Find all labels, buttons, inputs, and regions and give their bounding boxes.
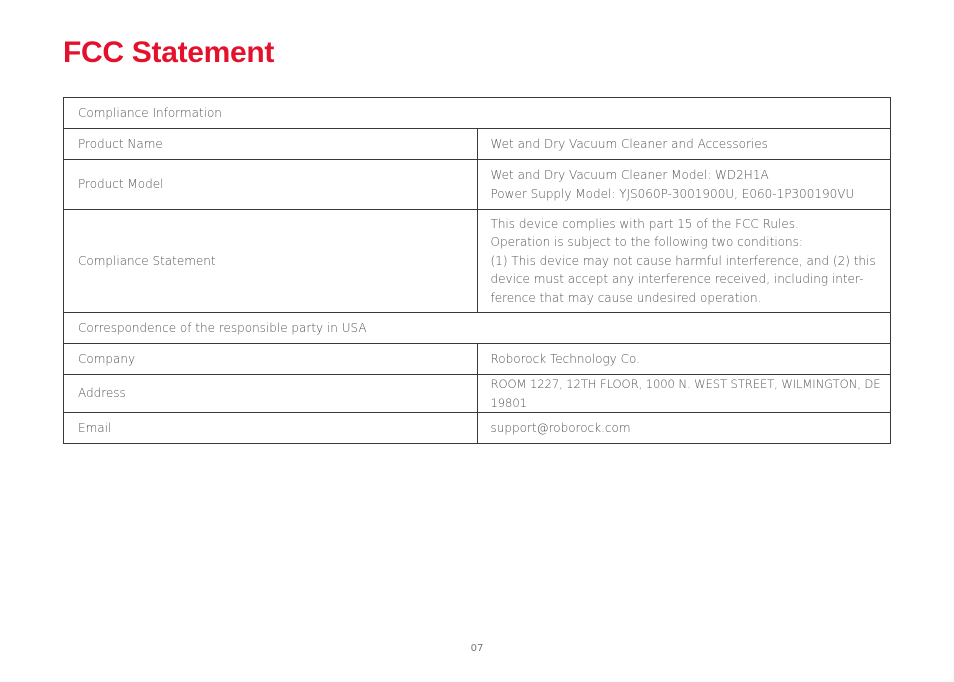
page-number: 07 — [470, 643, 484, 654]
compliance-statement-value: This device complies with part 15 of the FCC Rules. Operation is subject to the following two conditions: (1) This device may not cause harmful interference, and (2) this device must accept any interference received, including inter-ference that may cause undesired operation. — [477, 210, 891, 313]
email-value: support@roborock.com — [477, 413, 891, 444]
table-section-header-row — [64, 313, 891, 344]
product-name-label: Product Name — [64, 129, 478, 160]
compliance-statement-label: Compliance Statement — [64, 210, 478, 313]
address-label: Address — [64, 375, 478, 413]
product-model-value: Wet and Dry Vacuum Cleaner Model: WD2H1A Power Supply Model: YJS060P-3001900U, E060-1P300190VU — [477, 160, 891, 210]
product-model-label: Product Model — [64, 160, 478, 210]
table-row-address — [64, 375, 891, 413]
product-name-value: Wet and Dry Vacuum Cleaner and Accessories — [477, 129, 891, 160]
email-label: Email — [64, 413, 478, 444]
table-row-compliance-statement — [64, 210, 891, 313]
compliance-information-header: Compliance Information — [64, 98, 891, 129]
company-value: Roborock Technology Co. — [477, 344, 891, 375]
table-row-email — [64, 413, 891, 444]
table-section-header-row — [64, 98, 891, 129]
table-row-product-model — [64, 160, 891, 210]
address-value: ROOM 1227, 12TH FLOOR, 1000 N. WEST STREET, WILMINGTON, DE 19801 — [477, 375, 891, 413]
table-row-company — [64, 344, 891, 375]
table-row-product-name — [64, 129, 891, 160]
company-label: Company — [64, 344, 478, 375]
correspondence-header: Correspondence of the responsible party in USA — [64, 313, 891, 344]
fcc-compliance-table — [63, 97, 891, 444]
page-title: FCC Statement — [63, 36, 275, 69]
